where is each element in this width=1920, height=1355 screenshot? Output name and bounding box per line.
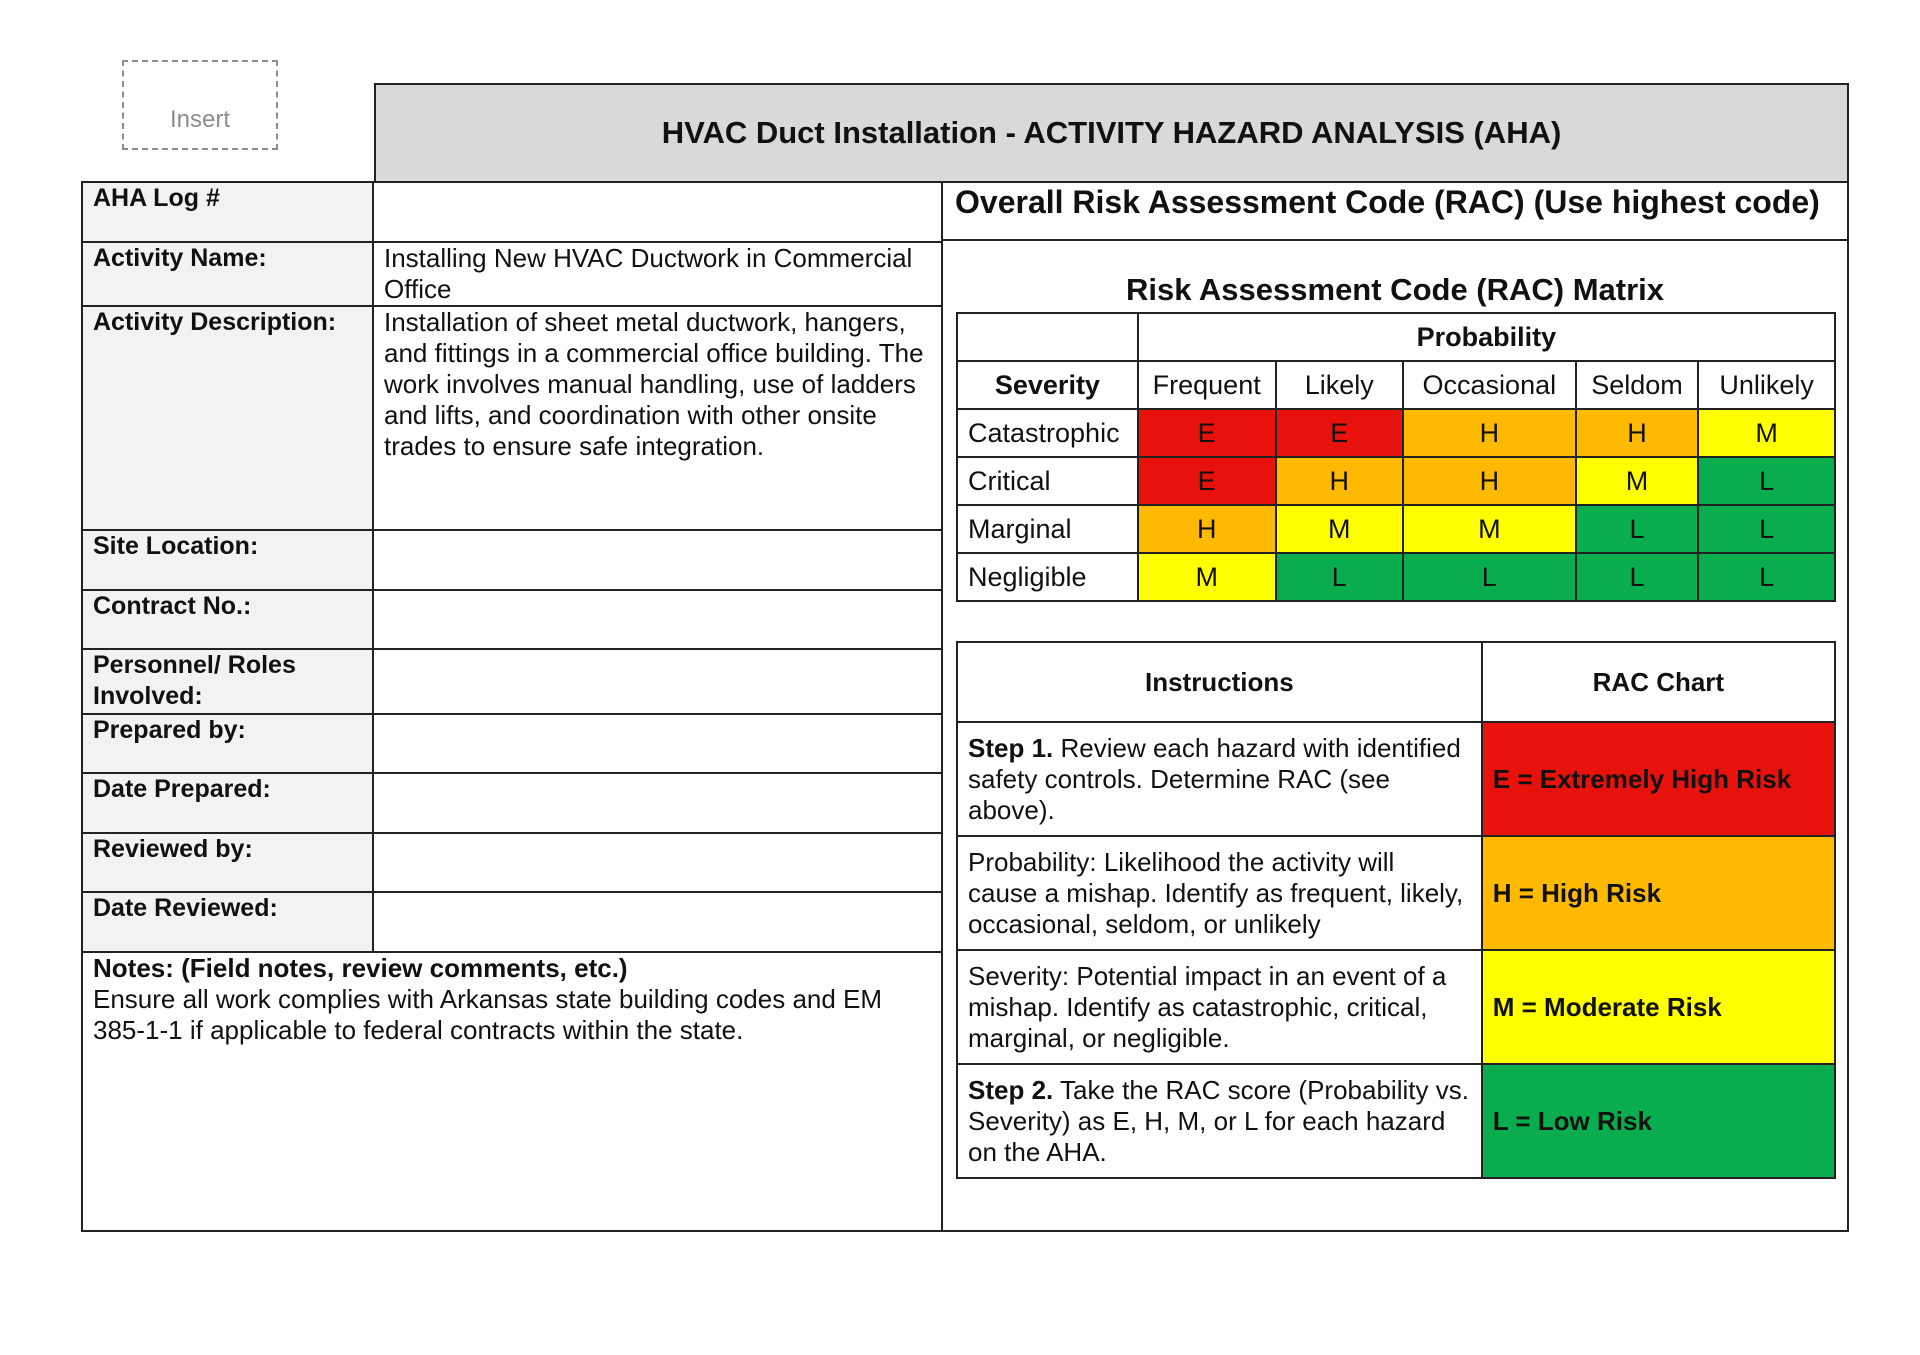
rac-cell: L [1698, 457, 1835, 505]
column-divider [941, 181, 943, 1232]
rac-cell: E [1138, 409, 1276, 457]
insert-logo-placeholder[interactable] [122, 60, 278, 150]
notes-text: Ensure all work complies with Arkansas state building codes and EM 385-1-1 if applicable to federal contracts within the state. [93, 984, 883, 1045]
overall-rac-heading: Overall Risk Assessment Code (RAC) (Use highest code) [943, 183, 1847, 241]
row-date-reviewed [83, 893, 941, 953]
activity-name-field[interactable]: Installing New HVAC Ductwork in Commercial Office [384, 243, 913, 304]
rac-cell: M [1138, 553, 1276, 601]
rac-cell: M [1698, 409, 1835, 457]
step2-cell [957, 1064, 1482, 1178]
reviewed-by-field[interactable] [374, 834, 941, 891]
matrix-row-marginal [957, 505, 1835, 553]
rac-extremely-high: E = Extremely High Risk [1482, 722, 1835, 836]
date-reviewed-label: Date Reviewed: [83, 893, 374, 951]
activity-description-label: Activity Description: [83, 307, 374, 529]
step1-label: Step 1. [968, 732, 1054, 763]
rac-cell: H [1138, 505, 1276, 553]
rac-matrix-title: Risk Assessment Code (RAC) Matrix [1125, 272, 1665, 307]
row-activity-description [83, 307, 941, 531]
row-aha-log [83, 183, 941, 243]
severity-instruction: Severity: Potential impact in an event of a mishap. Identify as catastrophic, critical, marginal, or negligible. [957, 950, 1482, 1064]
contract-no-field[interactable] [374, 591, 941, 648]
severity-negligible: Negligible [957, 553, 1138, 601]
date-prepared-field[interactable] [374, 774, 941, 832]
rac-cell: E [1276, 409, 1403, 457]
date-prepared-label: Date Prepared: [83, 774, 374, 832]
row-site-location [83, 531, 941, 591]
personnel-label: Personnel/ Roles Involved: [83, 650, 374, 713]
severity-catastrophic: Catastrophic [957, 409, 1138, 457]
rac-chart-header: RAC Chart [1482, 642, 1835, 722]
rac-moderate: M = Moderate Risk [1482, 950, 1835, 1064]
site-location-field[interactable] [374, 531, 941, 589]
step1-cell [957, 722, 1482, 836]
date-reviewed-field[interactable] [374, 893, 941, 951]
notes-section[interactable] [83, 953, 941, 1046]
severity-header: Severity [957, 361, 1138, 409]
rac-cell: M [1276, 505, 1403, 553]
activity-name-label: Activity Name: [83, 243, 374, 305]
instructions-header: Instructions [957, 642, 1482, 722]
instructions-table [956, 641, 1836, 1179]
row-date-prepared [83, 774, 941, 834]
rac-low: L = Low Risk [1482, 1064, 1835, 1178]
rac-cell: L [1576, 505, 1699, 553]
site-location-label: Site Location: [83, 531, 374, 589]
probability-header: Probability [1138, 313, 1835, 361]
rac-cell: M [1576, 457, 1699, 505]
personnel-field[interactable] [374, 650, 941, 713]
aha-log-field[interactable] [374, 183, 941, 241]
probability-likely: Likely [1276, 361, 1403, 409]
rac-cell: H [1403, 409, 1576, 457]
rac-high: H = High Risk [1482, 836, 1835, 950]
matrix-row-catastrophic [957, 409, 1835, 457]
probability-frequent: Frequent [1138, 361, 1276, 409]
prepared-by-label: Prepared by: [83, 715, 374, 772]
step1-text: Review each hazard with identified safety controls. Determine RAC (see above). [968, 732, 1461, 825]
row-activity-name [83, 243, 941, 307]
rac-cell: L [1698, 553, 1835, 601]
insert-label: Insert [169, 106, 231, 133]
matrix-row-critical [957, 457, 1835, 505]
matrix-row-negligible [957, 553, 1835, 601]
probability-seldom: Seldom [1576, 361, 1699, 409]
probability-instruction: Probability: Likelihood the activity will cause a mishap. Identify as frequent, likely, occasional, seldom, or unlikely [957, 836, 1482, 950]
aha-log-label: AHA Log # [83, 183, 374, 241]
rac-cell: L [1576, 553, 1699, 601]
prepared-by-field[interactable] [374, 715, 941, 772]
rac-cell: H [1576, 409, 1699, 457]
probability-occasional: Occasional [1403, 361, 1576, 409]
rac-cell: L [1698, 505, 1835, 553]
rac-cell: H [1276, 457, 1403, 505]
matrix-corner-cell [957, 313, 1138, 361]
notes-heading: Notes: (Field notes, review comments, etc.) [93, 953, 628, 983]
rac-cell: M [1403, 505, 1576, 553]
rac-cell: H [1403, 457, 1576, 505]
row-personnel [83, 650, 941, 715]
step2-text: Take the RAC score (Probability vs. Severity) as E, H, M, or L for each hazard on the AHA. [968, 1074, 1469, 1167]
activity-info-table [83, 183, 941, 953]
probability-unlikely: Unlikely [1698, 361, 1835, 409]
row-reviewed-by [83, 834, 941, 893]
rac-matrix-table [956, 312, 1836, 602]
severity-marginal: Marginal [957, 505, 1138, 553]
row-prepared-by [83, 715, 941, 774]
rac-cell: L [1276, 553, 1403, 601]
step2-label: Step 2. [968, 1074, 1054, 1105]
rac-cell: L [1403, 553, 1576, 601]
document-title: HVAC Duct Installation - ACTIVITY HAZARD ANALYSIS (AHA) [374, 83, 1849, 181]
row-contract-no [83, 591, 941, 650]
reviewed-by-label: Reviewed by: [83, 834, 374, 891]
contract-no-label: Contract No.: [83, 591, 374, 648]
rac-cell: E [1138, 457, 1276, 505]
severity-critical: Critical [957, 457, 1138, 505]
activity-description-field[interactable]: Installation of sheet metal ductwork, hangers, and fittings in a commercial office building. The work involves manual handling, use of ladders and lifts, and coordination with other onsite trades to ensure safe integration. [384, 307, 924, 461]
